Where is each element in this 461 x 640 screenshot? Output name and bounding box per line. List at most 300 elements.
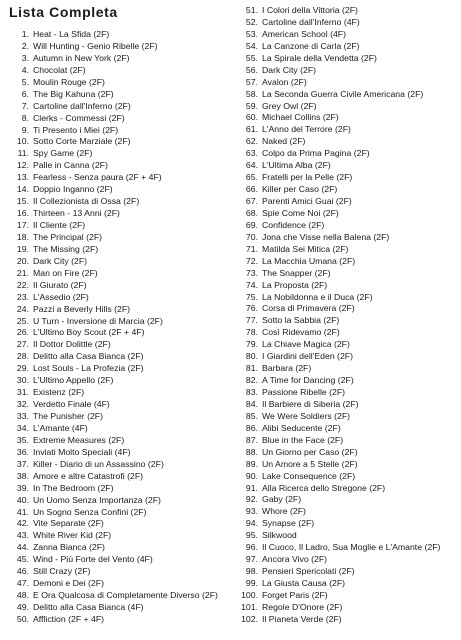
list-item-title: Still Crazy (2F) (33, 566, 91, 577)
list-item-number: 89. (245, 458, 258, 469)
list-item-title: I Colori della Vittoria (2F) (262, 5, 358, 15)
list-item-number: 79. (245, 339, 258, 350)
list-item-title: Chocolat (2F) (33, 64, 86, 75)
list-item-number: 98. (245, 566, 258, 577)
list-item-number: 71. (245, 243, 258, 254)
list-item-number: 47. (16, 578, 29, 589)
list-item-title: Il Cliente (2F) (33, 220, 86, 230)
list-item-number: 62. (245, 136, 258, 147)
list-item-title: Il Dottor Dolittle (2F) (33, 339, 111, 350)
list-item-number: 85. (245, 410, 258, 421)
list-item (236, 387, 459, 399)
list-item (236, 542, 459, 554)
list-item (236, 459, 459, 471)
list-item-number: 100. (241, 589, 258, 600)
list-item (236, 566, 459, 578)
list-item (236, 602, 459, 614)
list-item-number: 51. (245, 5, 258, 15)
list-item-title: Spie Come Noi (2F) (262, 207, 339, 218)
list-item-number: 75. (245, 291, 258, 302)
list-item-title: Confidence (2F) (262, 219, 325, 230)
list-item-number: 49. (16, 602, 29, 612)
list-item (236, 471, 459, 483)
list-item-number: 65. (245, 172, 258, 183)
list-item-title: Ti Presento i Miei (2F) (33, 124, 119, 135)
list-item-title: Synapse (2F) (262, 518, 315, 529)
list-item (236, 303, 459, 315)
list-item-title: La Chiave Magica (2F) (262, 339, 350, 350)
list-item-title: Passione Ribelle (2F) (262, 387, 346, 397)
list-item (236, 494, 459, 506)
list-item-number: 20. (16, 255, 29, 266)
list-item (236, 208, 459, 220)
list-item-title: Inviati Molto Speciali (4F) (33, 446, 131, 457)
list-item-title: L'Amante (4F) (33, 422, 88, 433)
list-item-title: U Turn - Inversione di Marcia (2F) (33, 315, 163, 326)
list-item-title: Avalon (2F) (262, 76, 307, 87)
list-item (236, 506, 459, 518)
list-item-number: 78. (245, 327, 258, 338)
list-item-number: 44. (16, 542, 29, 553)
list-item (7, 327, 232, 339)
list-item-title: Michael Collins (2F) (262, 112, 339, 123)
list-item (236, 172, 459, 184)
list-item (236, 17, 459, 29)
list-item (7, 268, 232, 280)
list-item-title: Alla Ricerca dello Stregone (2F) (262, 482, 386, 493)
list-item-number: 67. (245, 196, 258, 206)
list-item-title: La Canzone di Carla (2F) (262, 40, 360, 51)
list-item (7, 495, 232, 507)
list-item-number: 93. (245, 506, 258, 517)
list-item-number: 11. (17, 148, 29, 159)
list-item-number: 36. (16, 446, 29, 457)
list-item-title: Autumn in New York (2F) (33, 52, 130, 63)
list-item (7, 590, 232, 602)
list-item (236, 327, 459, 339)
list-item-title: Lost Souls - La Profezia (2F) (33, 363, 144, 374)
list-item (7, 542, 232, 554)
list-item-title: Corsa di Primavera (2F) (262, 303, 355, 314)
list-item-title: L'Assedio (2F) (33, 291, 89, 302)
list-item-number: 46. (16, 566, 29, 577)
list-item-title: Heat - La Sfida (2F) (33, 29, 110, 39)
list-item-title: Thirteen - 13 Anni (2F) (33, 208, 120, 219)
list-item (236, 554, 459, 566)
list-item-number: 87. (245, 434, 258, 445)
list-item (236, 447, 459, 459)
list-item-number: 95. (245, 530, 258, 541)
list-item-title: Delitto alla Casa Bianca (4F) (33, 602, 144, 612)
list-item (7, 232, 232, 244)
list-item-title: Jona che Visse nella Balena (2F) (262, 231, 390, 242)
list-item-number: 4. (21, 64, 29, 75)
list-item (7, 530, 232, 542)
list-item (236, 77, 459, 89)
list-item (236, 590, 459, 602)
list-item-title: Fratelli per la Pelle (2F) (262, 172, 353, 183)
list-item-title: Blue in the Face (2F) (262, 434, 344, 445)
list-item-title: Ancora Vivo (2F) (262, 554, 328, 565)
list-item (7, 578, 232, 590)
list-item (7, 399, 232, 411)
list-item (7, 160, 232, 172)
list-item-title: Amore e altre Catastrofi (2F) (33, 470, 144, 481)
list-item (236, 112, 459, 124)
list-item (7, 351, 232, 363)
list-item-number: 9. (21, 124, 29, 135)
list-item (236, 148, 459, 160)
list-item-number: 21. (16, 267, 29, 278)
list-item (236, 292, 459, 304)
list-item (7, 471, 232, 483)
list-item-title: Matilda Sei Mitica (2F) (262, 243, 349, 254)
list-item-number: 83. (245, 387, 258, 397)
list-item (236, 41, 459, 53)
list-item (7, 423, 232, 435)
list-item-title: Palle in Canna (2F) (33, 160, 108, 171)
list-item-title: Existenz (2F) (33, 387, 85, 398)
list-item-number: 19. (16, 243, 29, 254)
list-item-title: Doppio Inganno (2F) (33, 184, 113, 195)
list-item-number: 14. (16, 184, 29, 195)
list-item-title: Will Hunting - Genio Ribelle (2F) (33, 40, 158, 51)
list-item (7, 292, 232, 304)
list-item (7, 53, 232, 65)
list-item-number: 82. (245, 375, 258, 386)
list-item-number: 63. (245, 148, 258, 159)
list-item (7, 148, 232, 160)
list-item-number: 25. (16, 315, 29, 326)
list-item (7, 447, 232, 459)
list-item (7, 220, 232, 232)
list-item-number: 91. (245, 482, 258, 493)
list-item-number: 76. (245, 303, 258, 314)
list-item-title: Barbara (2F) (262, 363, 312, 374)
list-item-number: 99. (245, 578, 258, 588)
list-item-title: Alibi Seducente (2F) (262, 422, 341, 433)
list-item-number: 22. (16, 279, 29, 290)
list-item-title: Il Pianeta Verde (2F) (262, 613, 342, 624)
list-item-title: La Spirale della Vendetta (2F) (262, 52, 377, 63)
list-item-title: Demoni e Dei (2F) (33, 578, 104, 589)
list-item (236, 196, 459, 208)
list-item-title: Extreme Measures (2F) (33, 434, 125, 445)
list-item (7, 363, 232, 375)
list-item (7, 113, 232, 125)
list-item (7, 316, 232, 328)
list-item-number: 27. (16, 339, 29, 350)
list-item (236, 53, 459, 65)
list-item-number: 92. (245, 494, 258, 505)
list-item (7, 387, 232, 399)
list-item-number: 96. (245, 542, 258, 553)
list-item (7, 339, 232, 351)
list-item-number: 102. (241, 613, 258, 624)
list-item-number: 8. (21, 112, 29, 123)
list-item-title: The Snapper (2F) (262, 267, 331, 278)
list-item (236, 256, 459, 268)
list-item-number: 81. (245, 363, 258, 374)
list-item-title: Il Giurato (2F) (33, 279, 87, 290)
list-item (236, 124, 459, 136)
list-item-number: 38. (16, 470, 29, 481)
list-item-title: Pensieri Spericolati (2F) (262, 566, 355, 577)
list-item-title: Delitto alla Casa Bianca (2F) (33, 351, 144, 362)
list-item (7, 77, 232, 89)
list-item-number: 55. (245, 52, 258, 63)
list-item-title: Sotto Corte Marziale (2F) (33, 136, 131, 147)
list-item (236, 518, 459, 530)
list-item (236, 423, 459, 435)
list-item-title: I Giardini dell'Eden (2F) (262, 351, 353, 362)
list-item-number: 57. (245, 76, 258, 87)
list-item (7, 208, 232, 220)
list-item-number: 60. (245, 112, 258, 123)
list-item-title: La Seconda Guerra Civile Americana (2F) (262, 88, 424, 99)
list-item-title: White River Kid (2F) (33, 530, 112, 541)
list-item (7, 459, 232, 471)
list-item-title: We Were Soldiers (2F) (262, 410, 351, 421)
list-item (7, 375, 232, 387)
list-item-number: 61. (245, 124, 258, 135)
list-item-number: 32. (16, 399, 29, 410)
list-item (236, 136, 459, 148)
list-item-title: Zanna Bianca (2F) (33, 542, 105, 553)
list-item-title: Un Uomo Senza Importanza (2F) (33, 494, 161, 505)
list-item-number: 69. (245, 219, 258, 230)
list-item (236, 244, 459, 256)
list-item-title: Il Collezionista di Ossa (2F) (33, 196, 140, 207)
list-item-title: Colpo da Prima Pagina (2F) (262, 148, 370, 159)
list-right-column (236, 5, 459, 626)
list-item-title: American School (4F) (262, 28, 347, 39)
list-item-number: 86. (245, 422, 258, 433)
list-item-title: Gaby (2F) (262, 494, 302, 505)
list-item-title: Silkwood (262, 530, 297, 541)
list-item-title: A Time for Dancing (2F) (262, 375, 354, 386)
list-item-title: E Ora Qualcosa di Completamente Diverso (2F) (33, 590, 218, 601)
list-item-title: The Big Kahuna (2F) (33, 88, 114, 99)
list-item (7, 507, 232, 519)
list-item (7, 602, 232, 614)
list-item-number: 94. (245, 518, 258, 529)
list-item-number: 30. (16, 375, 29, 386)
list-item-number: 17. (16, 220, 29, 230)
list-item (236, 399, 459, 411)
list-item-title: Man on Fire (2F) (33, 267, 98, 278)
list-item-title: Dark City (2F) (262, 64, 317, 75)
list-item (7, 136, 232, 148)
list-item-number: 70. (245, 231, 258, 242)
list-item (236, 315, 459, 327)
list-item (236, 351, 459, 363)
list-item-title: Regole D'Onore (2F) (262, 601, 343, 612)
list-item (7, 41, 232, 53)
list-item-number: 90. (245, 470, 258, 481)
list-item-number: 101. (241, 601, 258, 612)
list-item-title: L'Ultimo Appello (2F) (33, 375, 114, 386)
list-item-title: Wind - Più Forte del Vento (4F) (33, 554, 153, 565)
list-item-title: Parenti Amici Guai (2F) (262, 196, 352, 206)
list-item (236, 578, 459, 590)
list-item-number: 16. (16, 208, 29, 219)
list-item-number: 31. (16, 387, 29, 398)
list-item (7, 65, 232, 77)
list-item (7, 435, 232, 447)
list-item-title: Moulin Rouge (2F) (33, 76, 105, 87)
list-item-number: 77. (245, 315, 258, 326)
list-item (236, 435, 459, 447)
list-item-number: 23. (16, 291, 29, 302)
list-item-number: 40. (16, 494, 29, 505)
list-item (7, 196, 232, 208)
list-item-title: L'Ultima Alba (2F) (262, 160, 331, 171)
list-item-number: 74. (245, 279, 258, 290)
list-item-number: 43. (16, 530, 29, 541)
list-item-number: 24. (16, 303, 29, 314)
list-item-number: 66. (245, 184, 258, 195)
list-item (7, 483, 232, 495)
list-item-title: Un Sogno Senza Confini (2F) (33, 506, 147, 517)
list-item-number: 12. (16, 160, 29, 171)
list-item-number: 33. (16, 411, 29, 421)
list-item (236, 29, 459, 41)
list-item-title: Il Cuoco, Il Ladro, Sua Moglie e L'Amante (2F) (262, 542, 441, 553)
list-item-number: 59. (245, 100, 258, 111)
list-item (7, 411, 232, 423)
list-item-title: Cartoline dall'Inferno (4F) (262, 16, 360, 27)
list-item-number: 34. (16, 422, 29, 433)
list-item (7, 89, 232, 101)
list-item (7, 172, 232, 184)
list-item (7, 554, 232, 566)
list-item-number: 42. (16, 518, 29, 529)
list-item-number: 73. (245, 267, 258, 278)
list-item (236, 89, 459, 101)
list-item-number: 56. (245, 64, 258, 75)
list-item (236, 268, 459, 280)
list-item-title: Sotto la Sabbia (2F) (262, 315, 340, 326)
list-item (7, 29, 232, 41)
list-item (7, 184, 232, 196)
list-item (236, 160, 459, 172)
list-item (236, 339, 459, 351)
list-item-title: Whore (2F) (262, 506, 306, 517)
list-item-title: The Missing (2F) (33, 243, 99, 254)
list-item-number: 48. (16, 590, 29, 601)
list-item (236, 530, 459, 542)
list-item (7, 518, 232, 530)
list-item (236, 375, 459, 387)
list-item-number: 45. (16, 554, 29, 565)
list-item (236, 232, 459, 244)
list-item-number: 72. (245, 255, 258, 266)
list-item-title: Pazzi a Beverly Hills (2F) (33, 303, 131, 314)
list-item-number: 37. (16, 458, 29, 469)
list-item-title: Un Amore a 5 Stelle (2F) (262, 458, 358, 469)
list-item-number: 80. (245, 351, 258, 362)
list-item-title: Lake Consequence (2F) (262, 470, 356, 481)
list-item-title: The Principal (2F) (33, 231, 103, 242)
list-item-title: Naked (2F) (262, 136, 306, 147)
list-item (236, 483, 459, 495)
list-item-title: Forget Paris (2F) (262, 589, 328, 600)
list-item-number: 35. (16, 434, 29, 445)
list-item (236, 220, 459, 232)
list-item-title: Verdetto Finale (4F) (33, 399, 110, 410)
list-item-number: 97. (245, 554, 258, 565)
list-item-number: 15. (16, 196, 29, 207)
list-item-title: Cartoline dall'Inferno (2F) (33, 100, 131, 111)
list-item (236, 280, 459, 292)
list-item-number: 26. (16, 327, 29, 338)
list-item-number: 50. (16, 613, 29, 624)
list-item-title: Clerks - Commessi (2F) (33, 112, 125, 123)
list-item (7, 304, 232, 316)
list-item-title: In The Bedroom (2F) (33, 482, 114, 493)
list-item-number: 10. (16, 136, 29, 147)
list-item-title: Spy Game (2F) (33, 148, 93, 159)
list-item-number: 2. (21, 40, 29, 51)
list-item (7, 280, 232, 292)
list-item (236, 363, 459, 375)
page-title: Lista Completa (9, 4, 118, 20)
list-item-title: La Nobildonna e il Duca (2F) (262, 291, 373, 302)
list-item (236, 184, 459, 196)
list-item-title: Il Barbiere di Siberia (2F) (262, 398, 359, 409)
list-item-title: La Giusta Causa (2F) (262, 578, 346, 588)
list-item (7, 566, 232, 578)
list-item-number: 29. (16, 363, 29, 374)
list-item-title: Vite Separate (2F) (33, 518, 104, 529)
list-item (7, 244, 232, 256)
list-item-title: L'Ultimo Boy Scout (2F + 4F) (33, 327, 145, 338)
list-item-number: 54. (245, 40, 258, 51)
list-item-title: Affliction (2F + 4F) (33, 613, 105, 624)
list-item-number: 64. (245, 160, 258, 171)
list-item-number: 1. (21, 29, 29, 39)
list-item-title: La Proposta (2F) (262, 279, 328, 290)
list-item (236, 5, 459, 17)
list-item-title: Killer - Diario di un Assassino (2F) (33, 458, 164, 469)
list-item (7, 256, 232, 268)
list-item-number: 13. (16, 172, 29, 183)
list-item-number: 18. (16, 231, 29, 242)
list-item-number: 5. (21, 76, 29, 87)
list-item (236, 411, 459, 423)
list-item (236, 614, 459, 626)
list-item-title: Killer per Caso (2F) (262, 184, 338, 195)
list-item-title: Dark City (2F) (33, 255, 88, 266)
list-item (7, 125, 232, 137)
list-item-number: 68. (245, 207, 258, 218)
list-item-title: L'Anno del Terrore (2F) (262, 124, 351, 135)
list-item-title: Un Giorno per Caso (2F) (262, 446, 358, 457)
list-item (236, 65, 459, 77)
list-item-number: 52. (245, 16, 258, 27)
list-item-title: The Punisher (2F) (33, 411, 104, 421)
list-item-title: Fearless - Senza paura (2F + 4F) (33, 172, 162, 183)
list-item-number: 58. (245, 88, 258, 99)
list-item-number: 41. (16, 506, 29, 517)
list-item (7, 101, 232, 113)
list-item-number: 6. (21, 88, 29, 99)
list-item-title: Grey Owl (2F) (262, 100, 317, 111)
list-item-number: 53. (245, 28, 258, 39)
list-item-number: 84. (245, 398, 258, 409)
list-item-number: 39. (16, 482, 29, 493)
